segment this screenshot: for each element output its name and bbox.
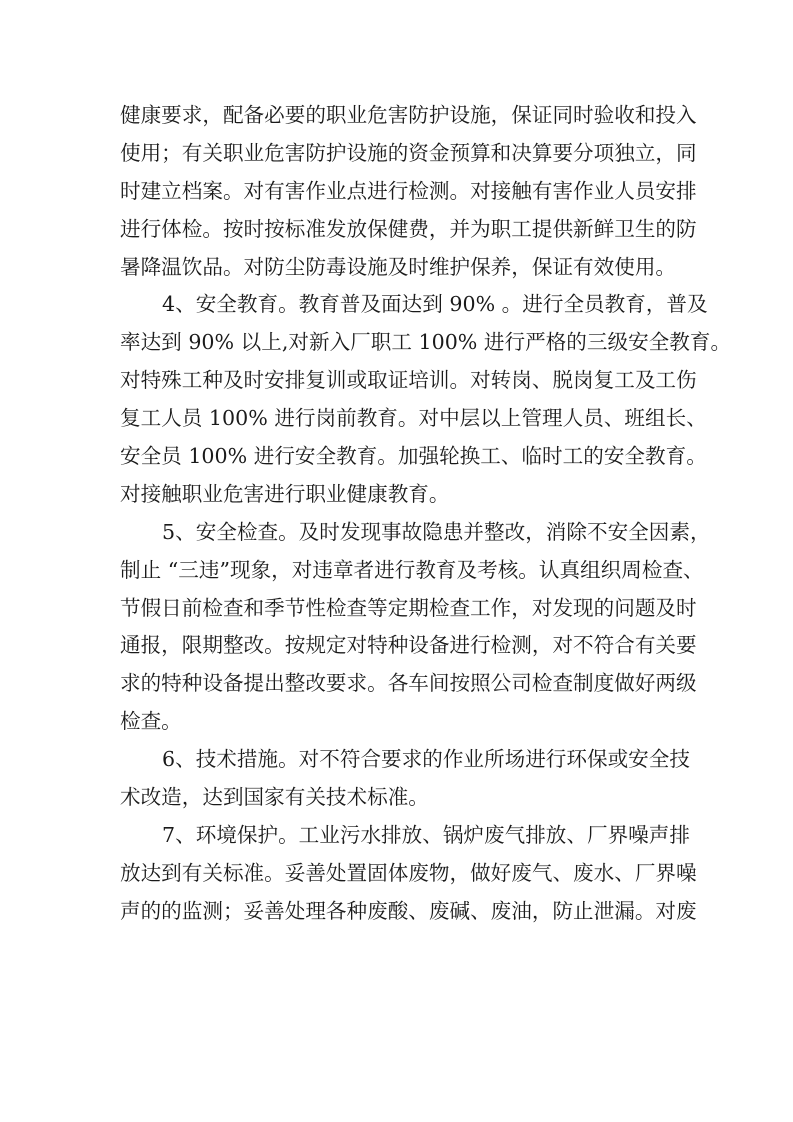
paragraph-environmental-protection (120, 817, 697, 931)
text-line: 时建立档案。对有害作业点进行检测。对接触有害作业人员安排 (120, 178, 697, 203)
document-body (120, 97, 732, 931)
text-line: 4、安全教育。教育普及面达到 90% 。进行全员教育，普及 (162, 292, 708, 317)
text-line: 进行体检。按时按标准发放保健费，并为职工提供新鲜卫生的防 (120, 216, 697, 241)
text-line: 放达到有关标准。妥善处置固体废物，做好废气、废水、厂界噪 (120, 860, 697, 885)
text-line: 求的特种设备提出整改要求。各车间按照公司检查制度做好两级 (120, 671, 697, 696)
text-line: 对特殊工种及时安排复训或取证培训。对转岗、脱岗复工及工伤 (120, 368, 697, 393)
text-line: 对接触职业危害进行职业健康教育。 (120, 481, 450, 506)
text-line: 安全员 100% 进行安全教育。加强轮换工、临时工的安全教育。 (120, 444, 707, 469)
text-line: 5、安全检查。及时发现事故隐患并整改，消除不安全因素， (162, 519, 711, 544)
text-line: 率达到 90% 以上,对新入厂职工 100% 进行严格的三级安全教育。 (120, 330, 732, 355)
text-line: 术改造，达到国家有关技术标准。 (120, 785, 429, 810)
text-line: 暑降温饮品。对防尘防毒设施及时维护保养，保证有效使用。 (120, 254, 677, 279)
text-line: 节假日前检查和季节性检查等定期检查工作，对发现的问题及时 (120, 595, 697, 620)
paragraph-technical-measures (120, 741, 690, 817)
text-line: 通报，限期整改。按规定对特种设备进行检测，对不符合有关要 (120, 633, 697, 658)
text-line: 检查。 (120, 709, 182, 734)
paragraph-health-continuation (120, 97, 697, 286)
text-line: 健康要求，配备必要的职业危害防护设施，保证同时验收和投入 (120, 103, 697, 127)
text-line: 6、技术措施。对不符合要求的作业所场进行环保或安全技 (162, 747, 690, 772)
text-line: 制止 “三违”现象，对违章者进行教育及考核。认真组织周检查、 (120, 557, 704, 582)
text-line: 声的的监测；妥善处理各种废酸、废碱、废油，防止泄漏。对废 (120, 898, 697, 923)
text-line: 7、环境保护。工业污水排放、锅炉废气排放、厂界噪声排 (162, 822, 690, 847)
paragraph-safety-inspection (120, 514, 711, 741)
text-line: 复工人员 100% 进行岗前教育。对中层以上管理人员、班组长、 (120, 406, 707, 431)
paragraph-safety-education (120, 286, 732, 513)
text-line: 使用；有关职业危害防护设施的资金预算和决算要分项独立，同 (120, 140, 697, 165)
